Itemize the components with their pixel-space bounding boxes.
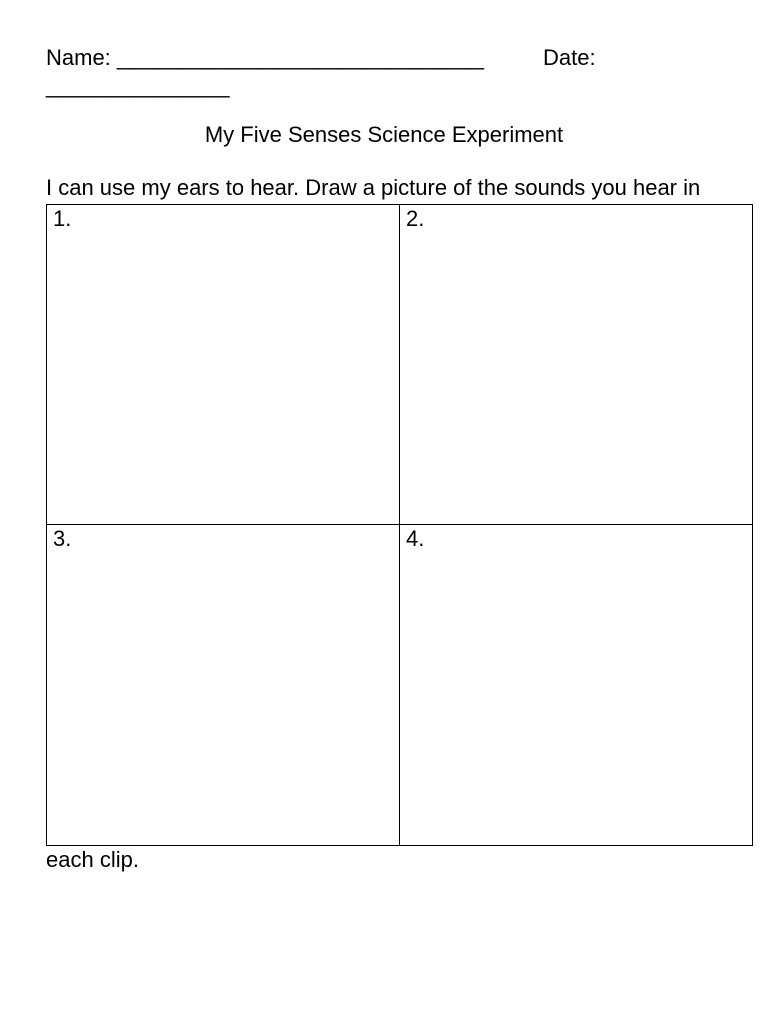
drawing-box-1 — [47, 205, 400, 525]
box-number: 2. — [406, 206, 425, 231]
drawing-box-4 — [400, 525, 752, 845]
worksheet-title: My Five Senses Science Experiment — [204, 122, 564, 147]
box-number: 3. — [53, 526, 72, 551]
drawing-grid — [46, 204, 753, 846]
drawing-box-3 — [47, 525, 400, 845]
box-number: 4. — [406, 526, 425, 551]
instruction-text: I can use my ears to hear. Draw a picture of the sounds you hear in — [46, 175, 701, 200]
instruction-text-continued: each clip. — [46, 847, 139, 872]
box-number: 1. — [53, 206, 72, 231]
name-field-line: Name: ______________________________ — [46, 45, 484, 70]
date-label: Date: — [543, 45, 596, 70]
date-field-line: _______________ — [46, 73, 230, 98]
drawing-box-2 — [400, 205, 752, 525]
